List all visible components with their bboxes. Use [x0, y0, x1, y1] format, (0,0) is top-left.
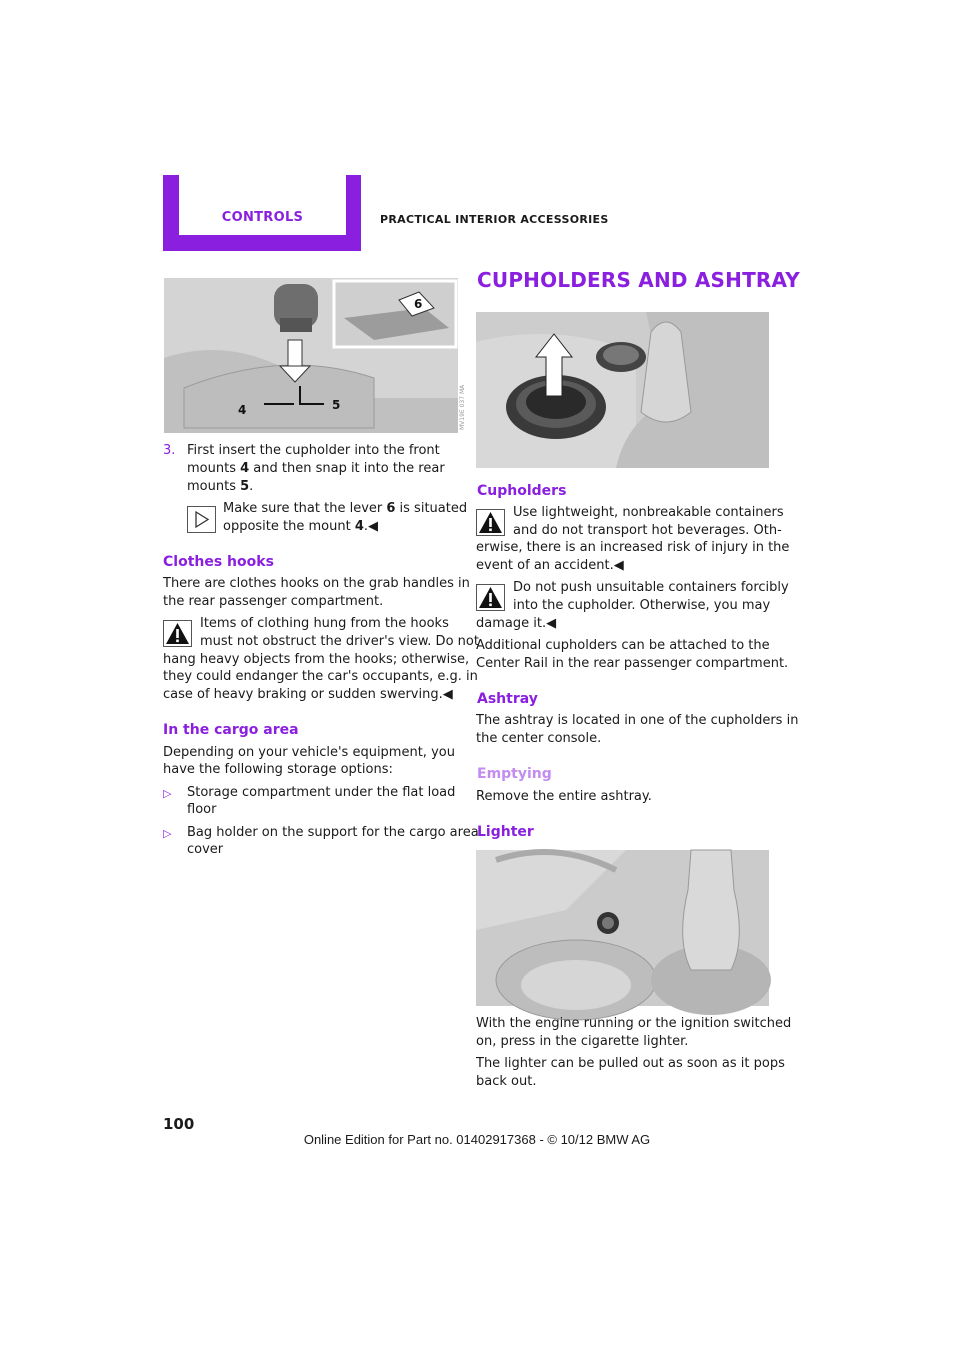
bullet-triangle-icon: ▷ [163, 827, 172, 840]
step-3-line-2: mounts 4 and then snap it into the rear [187, 461, 445, 476]
lighter-p3: The lighter can be pulled out as soon as it pops [476, 1056, 785, 1071]
warning-triangle-icon [476, 509, 505, 536]
footer-edition: Online Edition for Part no. 01402917368 - © 10/12 BMW AG [303, 1132, 651, 1147]
lighter-p1: With the engine running or the ignition switched [476, 1016, 792, 1031]
cupholder-insertion-illustration [164, 278, 466, 433]
cupholder-warning-2c: damage it.◀ [476, 616, 557, 631]
clothes-warning-1: Items of clothing hung from the hooks [200, 616, 449, 631]
note-arrow-icon [187, 506, 216, 533]
clothes-hooks-p1: There are clothes hooks on the grab handles in [163, 576, 470, 591]
figure1-side-code: MV19E 037 MA [459, 384, 466, 430]
cupholders-p1: Additional cupholders can be attached to the [476, 638, 770, 653]
figure-cupholders [476, 312, 769, 468]
emptying-p1: Remove the entire ashtray. [476, 789, 652, 804]
lighter-p2: on, press in the cigarette lighter. [476, 1034, 689, 1049]
heading-clothes-hooks: Clothes hooks [163, 554, 274, 570]
cupholders-p2: Center Rail in the rear passenger compartment. [476, 656, 789, 671]
ashtray-p2: the center console. [476, 731, 602, 746]
cupholder-warning-2a: Do not push unsuitable containers forcibly [513, 580, 789, 595]
section-title: PRACTICAL INTERIOR ACCESSORIES [380, 213, 609, 226]
chapter-label: CONTROLS [221, 210, 304, 225]
lighter-p4: back out. [476, 1074, 537, 1089]
clothes-warning-2: must not obstruct the driver's view. Do not [200, 634, 479, 649]
heading-cupholders: Cupholders [477, 483, 567, 499]
cupholder-warning-1a: Use lightweight, nonbreakable containers [513, 505, 784, 520]
cupholder-warning-2b: into the cupholder. Otherwise, you may [513, 598, 771, 613]
figure1-label-4: 4 [238, 403, 247, 417]
note-line-2: opposite the mount 4.◀ [223, 519, 379, 534]
warning-triangle-icon [476, 584, 505, 611]
cupholders-illustration [476, 312, 769, 468]
figure-lighter [476, 850, 769, 1006]
cargo-item-2a: Bag holder on the support for the cargo area [187, 825, 479, 840]
step-3-number: 3. [163, 443, 176, 458]
heading-emptying: Emptying [477, 766, 552, 782]
figure1-label-5: 5 [332, 398, 341, 412]
step-3-line-3: mounts 5. [187, 479, 254, 494]
bullet-triangle-icon: ▷ [163, 787, 172, 800]
clothes-hooks-p2: the rear passenger compartment. [163, 594, 384, 609]
step-3-line-1: First insert the cupholder into the front [187, 443, 440, 458]
heading-ashtray: Ashtray [477, 691, 538, 707]
chapter-tab [163, 175, 361, 251]
page-title: CUPHOLDERS AND ASHTRAY [477, 268, 800, 292]
cargo-item-2b: cover [187, 842, 224, 857]
figure-cupholder-insertion [164, 278, 466, 433]
note-line-1: Make sure that the lever 6 is situated [223, 501, 468, 516]
cupholder-warning-1b: and do not transport hot beverages. Oth- [513, 523, 782, 538]
cupholder-warning-1c: erwise, there is an increased risk of injury in the [476, 540, 790, 555]
heading-cargo-area: In the cargo area [163, 722, 299, 738]
page-number: 100 [163, 1115, 195, 1133]
cargo-p2: have the following storage options: [163, 762, 393, 777]
clothes-warning-5: case of heavy braking or sudden swerving.◀ [163, 687, 453, 702]
figure1-label-6: 6 [414, 297, 423, 311]
cargo-p1: Depending on your vehicle's equipment, you [163, 745, 455, 760]
ashtray-p1: The ashtray is located in one of the cupholders in [476, 713, 799, 728]
heading-lighter: Lighter [477, 824, 534, 840]
cargo-item-1a: Storage compartment under the flat load [187, 785, 456, 800]
clothes-warning-4: they could endanger the car's occupants, e.g. in [163, 669, 478, 684]
clothes-warning-3: hang heavy objects from the hooks; otherwise, [163, 652, 470, 667]
warning-triangle-icon [163, 620, 192, 647]
cupholder-warning-1d: event of an accident.◀ [476, 558, 624, 573]
lighter-illustration [476, 850, 769, 1006]
cargo-item-1b: floor [187, 802, 217, 817]
